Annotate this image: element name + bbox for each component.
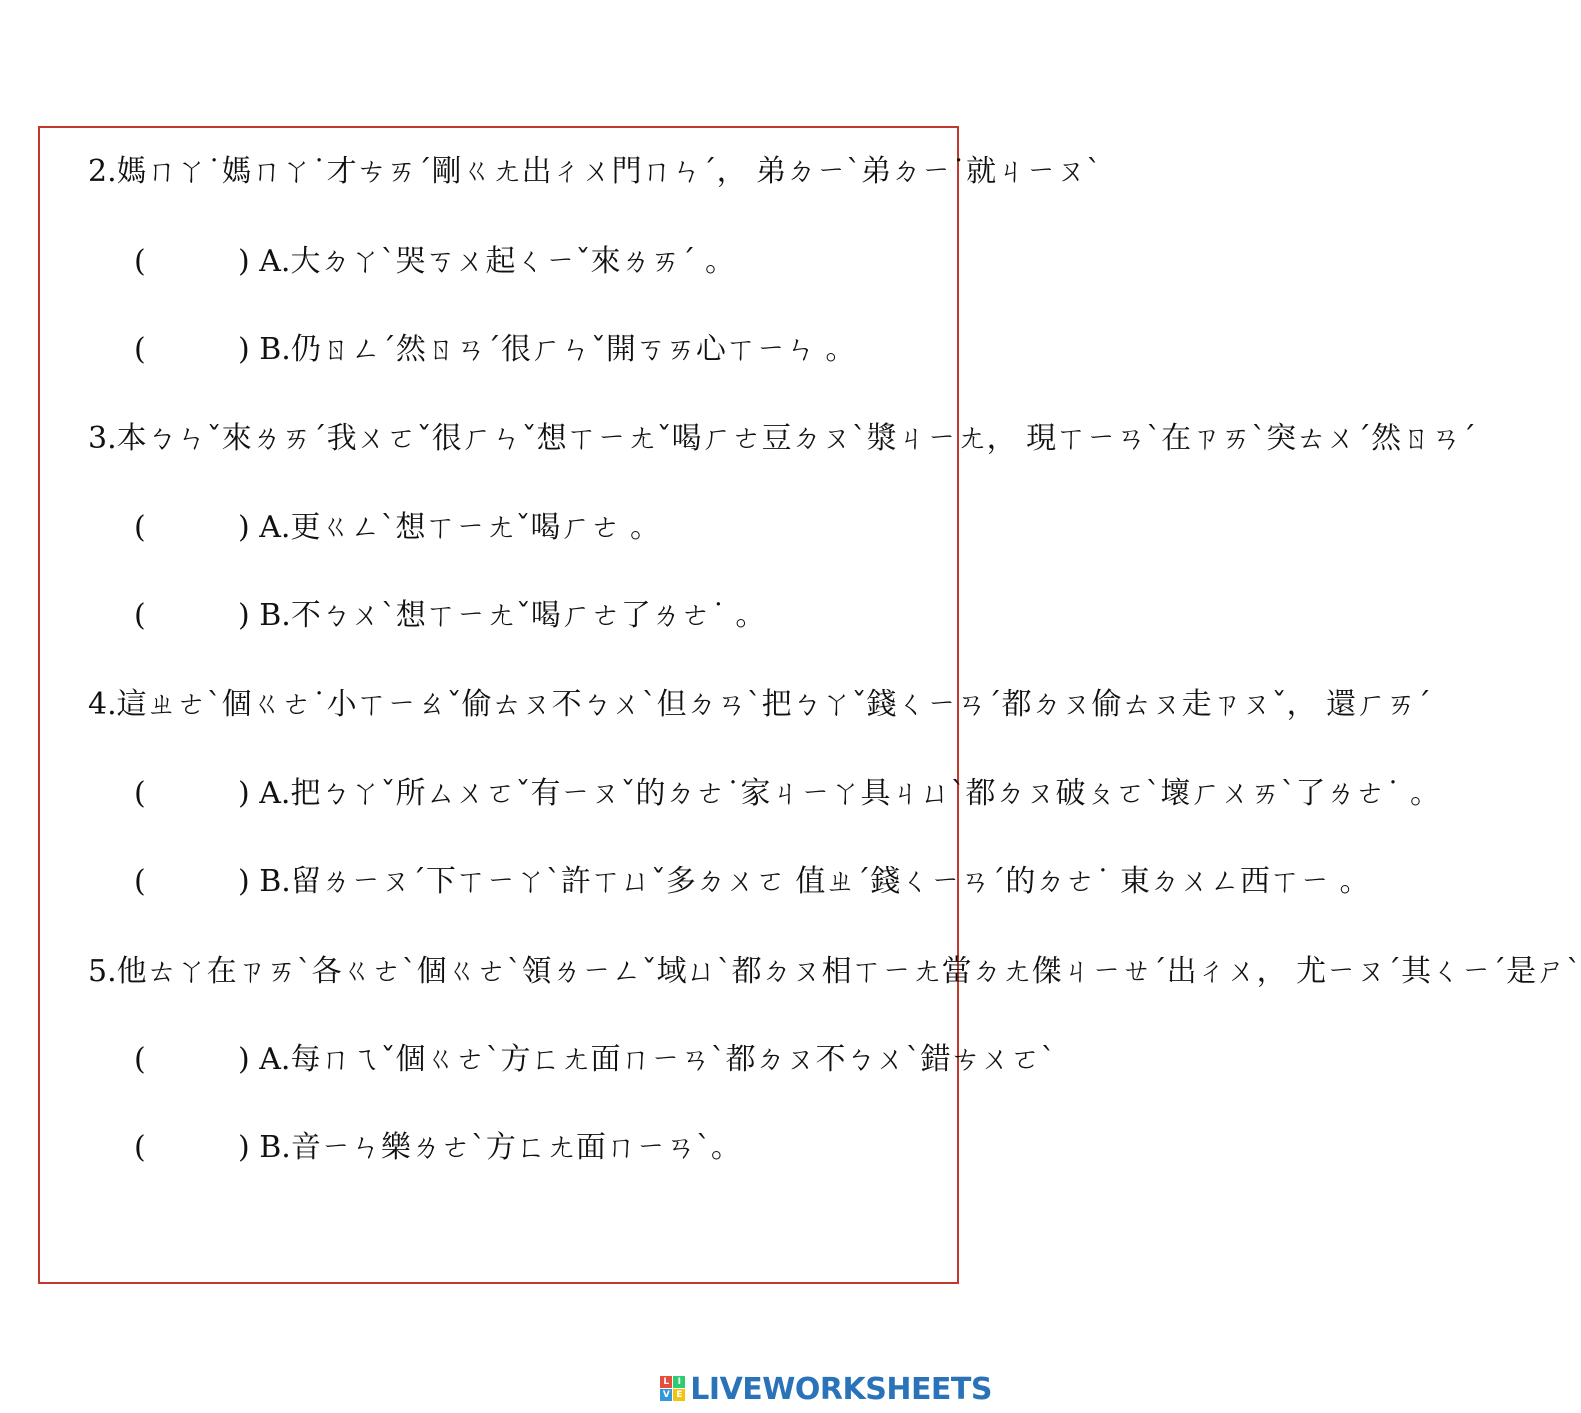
answer-blank-close: ) [238, 598, 250, 633]
question-4-option-b[interactable] [134, 862, 1369, 902]
liveworksheets-logo-icon [660, 1376, 686, 1402]
question-5-option-a[interactable] [134, 1040, 1055, 1080]
option-text: A.更ㄍㄥˋ想ㄒㄧㄤˇ喝ㄏㄜ 。 [259, 510, 661, 545]
option-text: B.留ㄌㄧㄡˊ下ㄒㄧㄚˋ許ㄒㄩˇ多ㄉㄨㄛ 值ㄓˊ錢ㄑㄧㄢˊ的ㄉㄜ˙ 東ㄉㄨㄥ西ㄒㄧ 。 [259, 864, 1370, 899]
answer-blank-open[interactable]: ( [134, 776, 146, 811]
answer-blank-close: ) [238, 332, 250, 367]
answer-blank-close: ) [238, 510, 250, 545]
answer-blank-close: ) [238, 1042, 250, 1077]
liveworksheets-brand [660, 1369, 992, 1409]
answer-blank-open[interactable]: ( [134, 1042, 146, 1077]
option-text: B.不ㄅㄨˋ想ㄒㄧㄤˇ喝ㄏㄜ了ㄌㄜ˙ 。 [259, 598, 766, 633]
answer-blank-close: ) [238, 864, 250, 899]
answer-blank-open[interactable]: ( [134, 244, 146, 279]
option-text: B.仍ㄖㄥˊ然ㄖㄢˊ很ㄏㄣˇ開ㄎㄞ心ㄒㄧㄣ 。 [259, 332, 856, 367]
answer-blank-close: ) [238, 1130, 250, 1165]
answer-blank-open[interactable]: ( [134, 332, 146, 367]
question-3-option-b[interactable] [134, 596, 765, 636]
brand-wordmark: LIVEWORKSHEETS [690, 1371, 992, 1407]
answer-blank-open[interactable]: ( [134, 598, 146, 633]
logo-tile: V [660, 1389, 672, 1401]
option-text: A.大ㄉㄚˋ哭ㄎㄨ起ㄑㄧˇ來ㄌㄞˊ 。 [259, 244, 736, 279]
question-2-option-a[interactable] [134, 242, 735, 282]
question-2-stem: 2.媽ㄇㄚ˙媽ㄇㄚ˙才ㄘㄞˊ剛ㄍㄤ出ㄔㄨ門ㄇㄣˊ， 弟ㄉㄧˋ弟ㄉㄧ˙就ㄐㄧㄡˋ [88, 154, 1102, 189]
logo-tile: L [660, 1376, 672, 1388]
logo-tile: E [673, 1389, 685, 1401]
option-text: A.每ㄇㄟˇ個ㄍㄜˋ方ㄈㄤ面ㄇㄧㄢˋ都ㄉㄡ不ㄅㄨˋ錯ㄘㄨㄛˋ [259, 1042, 1056, 1077]
question-2-option-b[interactable] [134, 330, 855, 370]
question-3-option-a[interactable] [134, 508, 660, 548]
answer-blank-close: ) [238, 776, 250, 811]
question-3-stem: 3.本ㄅㄣˇ來ㄌㄞˊ我ㄨㄛˇ很ㄏㄣˇ想ㄒㄧㄤˇ喝ㄏㄜ豆ㄉㄡˋ漿ㄐㄧㄤ， 現ㄒㄧㄢˋ在ㄗㄞˋ突ㄊㄨˊ然ㄖㄢˊ [88, 421, 1477, 456]
question-4-option-a[interactable] [134, 774, 1440, 814]
answer-blank-open[interactable]: ( [134, 864, 146, 899]
option-text: B.音ㄧㄣ樂ㄌㄜˋ方ㄈㄤ面ㄇㄧㄢˋ。 [259, 1130, 741, 1165]
question-5-option-b[interactable] [134, 1128, 741, 1168]
logo-tile: I [673, 1376, 685, 1388]
answer-blank-close: ) [238, 244, 250, 279]
option-text: A.把ㄅㄚˇ所ㄙㄨㄛˇ有ㄧㄡˇ的ㄉㄜ˙家ㄐㄧㄚ具ㄐㄩˋ都ㄉㄡ破ㄆㄛˋ壞ㄏㄨㄞˋ了ㄌㄜ˙ 。 [259, 776, 1441, 811]
answer-blank-open[interactable]: ( [134, 510, 146, 545]
question-5-stem: 5.他ㄊㄚ在ㄗㄞˋ各ㄍㄜˋ個ㄍㄜˋ領ㄌㄧㄥˇ域ㄩˋ都ㄉㄡ相ㄒㄧㄤ當ㄉㄤ傑ㄐㄧㄝˊ出ㄔㄨ， 尤ㄧㄡˊ其ㄑㄧˊ是ㄕˋ [88, 954, 1581, 989]
answer-blank-open[interactable]: ( [134, 1130, 146, 1165]
question-4-stem: 4.這ㄓㄜˋ個ㄍㄜ˙小ㄒㄧㄠˇ偷ㄊㄡ不ㄅㄨˋ但ㄉㄢˋ把ㄅㄚˇ錢ㄑㄧㄢˊ都ㄉㄡ偷ㄊㄡ走ㄗㄡˇ， 還ㄏㄞˊ [88, 687, 1432, 722]
